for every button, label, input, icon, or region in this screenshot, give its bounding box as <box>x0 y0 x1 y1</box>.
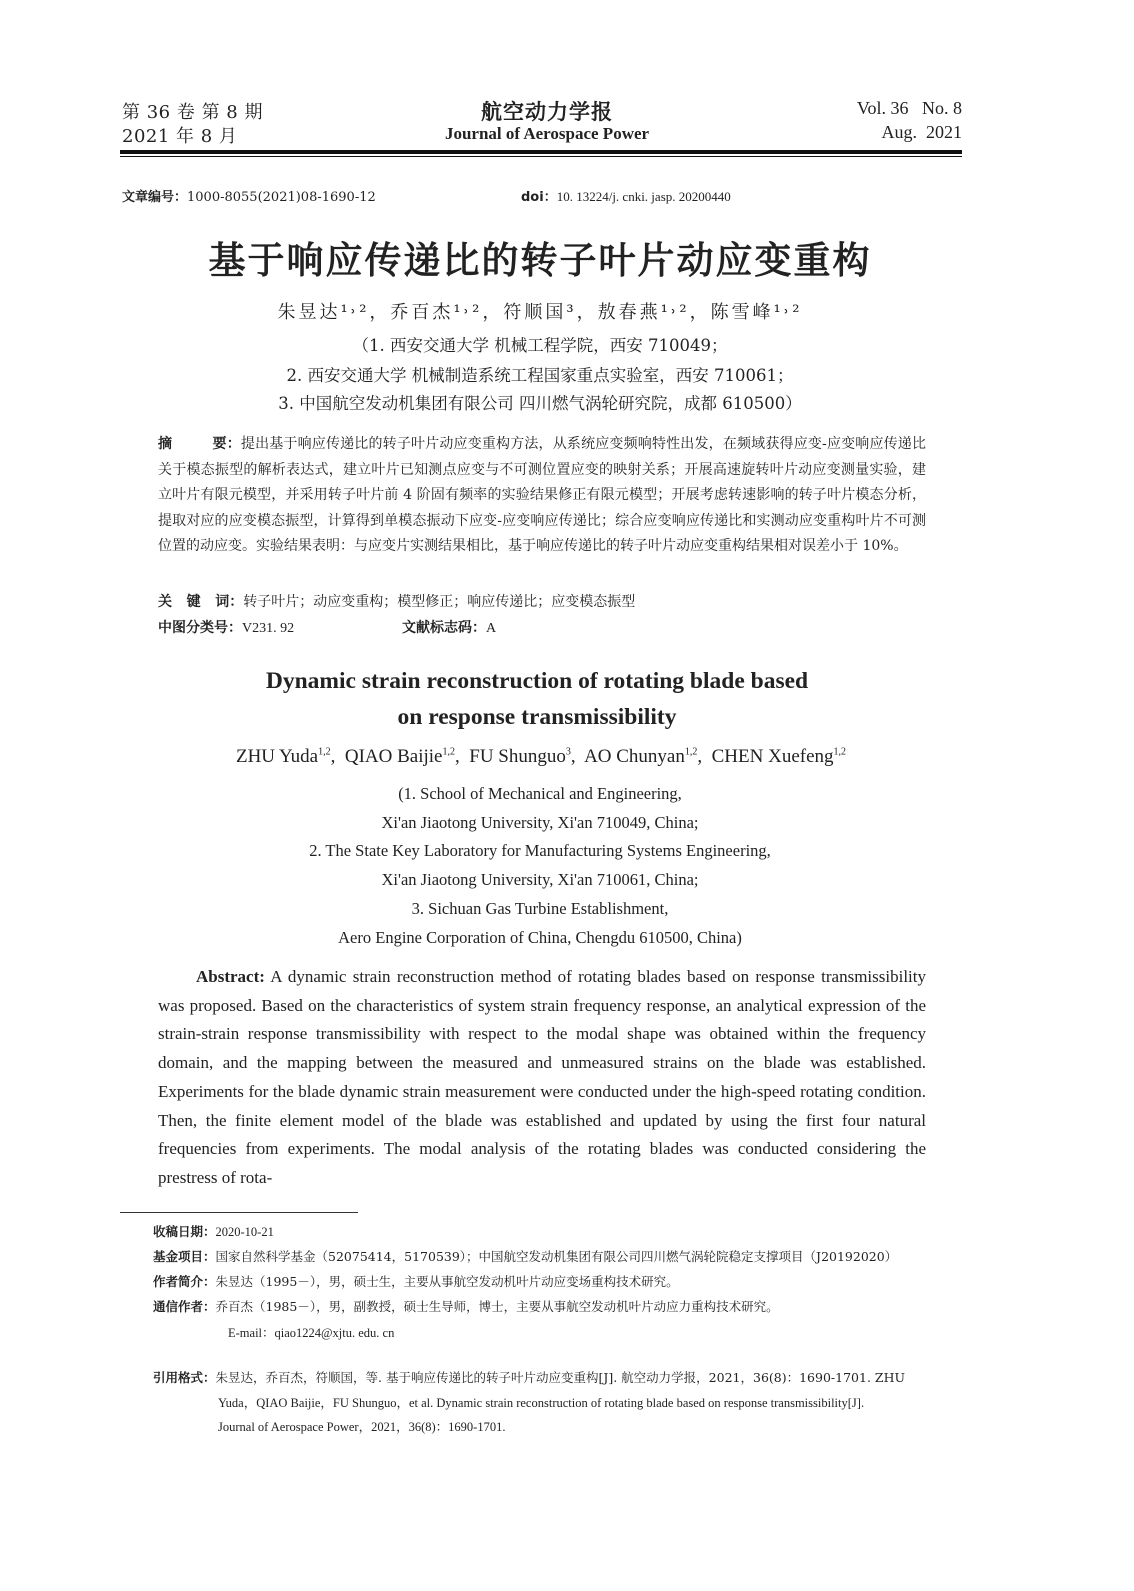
corresponding-author: 通信作者：乔百杰（1985－），男，副教授，硕士生导师，博士，主要从事航空发动机叶片动应力重构技术研究。 <box>153 1299 779 1314</box>
article-number: 文章编号：1000-8055(2021)08-1690-12 <box>122 190 376 205</box>
document-code: 文献标志码：A <box>402 620 497 636</box>
affiliation-en-6: Aero Engine Corporation of China, Chengdu 610500, China) <box>338 928 742 947</box>
volume-issue: 第 36 卷 第 8 期 <box>122 102 263 123</box>
authors-en: ZHU Yuda$^{1,2}$, QIAO Baijie$^{1,2}$, FU Shunguo$^3$, AO Chunyan$^{1,2}$, CHEN Xuefeng$^{1,2}$ <box>235 746 847 767</box>
author-en: ZHU Yuda$^{1,2}$ <box>235 746 331 767</box>
author-en: FU Shunguo$^3$ <box>469 746 571 767</box>
abstract-cn: 摘 要：提出基于响应传递比的转子叶片动应变重构方法，从系统应变频响特性出发，在频域获得应变-应变响应传递比关于模态振型的解析表达式，建立叶片已知测点应变与不可测位置应变的映射关系；开展高速旋转叶片动应变测量实验，建立叶片有限元模型，并采用转子叶片前 4 阶固有频率的实验结果修正有限元模型；开展考虑转速影响的转子叶片模态分析，提取对应的应变模态振型，计算得到单模态振动下应变-应变响应传递比；综合应变响应传递比和实测动应变重构叶片不可测位置的动应变。实验结果表明：与应变片实测结果相比，基于响应传递比的转子叶片动应变重构结果相对误差小于 10%。 <box>158 436 926 554</box>
citation-format: 引用格式：朱昱达，乔百杰，符顺国，等. 基于响应传递比的转子叶片动应变重构[J]. 航空动力学报，2021，36(8)：1690-1701. ZHU Yuda，QIAO Baijie，FU Shunguo，et al. Dynamic strain reconstruction of rotating blade based on response transmissibility[J]. Journal of Aerospace Power，2021，36(8)：1690-1701. <box>153 1370 906 1434</box>
affiliation-en-4: Xi'an Jiaotong University, Xi'an 710061, China; <box>381 870 699 889</box>
header-rule-thin <box>120 156 962 157</box>
paper-title-cn: 基于响应传递比的转子叶片动应变重构 <box>208 239 872 282</box>
header-rule-thick <box>120 150 962 154</box>
affiliation-cn-2: 2. 西安交通大学 机械制造系统工程国家重点实验室，西安 710061； <box>286 366 794 385</box>
author-en: QIAO Baijie$^{1,2}$ <box>344 746 455 767</box>
authors-cn: 朱昱达¹˒²，乔百杰¹˒²，符顺国³，敖春燕¹˒²，陈雪峰¹˒² <box>277 302 803 323</box>
journal-name-cn: 航空动力学报 <box>481 100 613 124</box>
journal-name-en: Journal of Aerospace Power <box>444 124 650 143</box>
author-bio: 作者简介：朱昱达（1995－），男，硕士生，主要从事航空发动机叶片动应变场重构技术研究。 <box>153 1274 679 1289</box>
footnote-rule <box>120 1212 358 1213</box>
affiliation-en-2: Xi'an Jiaotong University, Xi'an 710049, China; <box>381 813 699 832</box>
clc-number: 中图分类号：V231. 92 <box>158 620 295 636</box>
keywords-cn: 关 键 词：转子叶片；动应变重构；模型修正；响应传递比；应变模态振型 <box>158 594 636 610</box>
affiliation-cn-3: 3. 中国航空发动机集团有限公司 四川燃气涡轮研究院，成都 610500） <box>278 394 802 413</box>
date-en: Aug. 2021 <box>881 122 962 142</box>
abstract-en: Abstract: A dynamic strain reconstruction method of rotating blades based on response transmissibility was proposed. Based on the characteristics of system strain frequency response, an analytical expression of the strain-strain response transmissibility with respect to the modal shape was obtained within the frequency domain, and the mapping between the measured and unmeasured strains on the blade was established. Experiments for the blade dynamic strain measurement were conducted under the high-speed rotating condition. Then, the finite element model of the blade was established and updated by using the first four natural frequencies from experiments. The modal analysis of the rotating blades was conducted considering the prestress of rota- <box>158 967 926 1187</box>
author-en: CHEN Xuefeng$^{1,2}$ <box>711 746 847 767</box>
email: E-mail：qiao1224@xjtu. edu. cn <box>228 1326 395 1340</box>
author-en: AO Chunyan$^{1,2}$ <box>584 746 698 767</box>
doi: doi：10. 13224/j. cnki. jasp. 20200440 <box>521 189 731 205</box>
affiliation-en-1: (1. School of Mechanical and Engineering, <box>398 784 682 803</box>
publication-date: 2021 年 8 月 <box>122 126 238 147</box>
affiliation-en-3: 2. The State Key Laboratory for Manufacturing Systems Engineering, <box>309 841 771 860</box>
received-date: 收稿日期：2020-10-21 <box>153 1224 274 1239</box>
affiliation-en-5: 3. Sichuan Gas Turbine Establishment, <box>411 899 669 918</box>
affiliation-cn-1: （1. 西安交通大学 机械工程学院，西安 710049； <box>352 336 728 355</box>
paper-title-en-line2: on response transmissibility <box>397 704 677 730</box>
paper-title-en-line1: Dynamic strain reconstruction of rotating blade based <box>265 668 809 694</box>
fund-project: 基金项目：国家自然科学基金（52075414，5170539）；中国航空发动机集团有限公司四川燃气涡轮院稳定支撑项目（J20192020） <box>153 1249 898 1264</box>
volume-number-en: Vol. 36 No. 8 <box>856 98 962 118</box>
